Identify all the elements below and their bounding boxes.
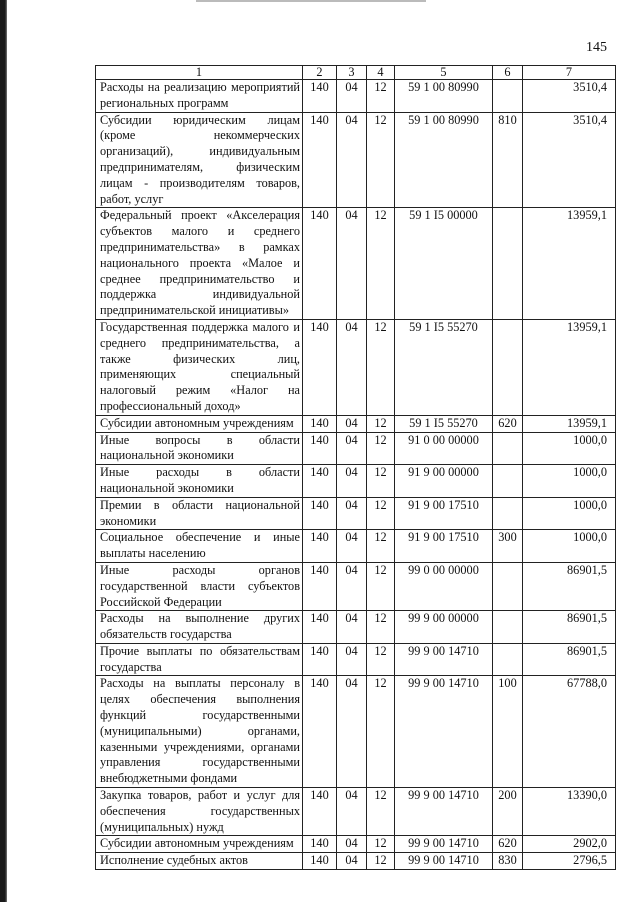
row-name-cell: Прочие выплаты по обязательствам государства <box>96 643 303 676</box>
row-admin-code-cell: 140 <box>303 465 337 498</box>
row-amount-cell: 13390,0 <box>523 788 616 836</box>
row-subsection-cell: 12 <box>367 432 395 465</box>
row-admin-code-cell: 140 <box>303 208 337 320</box>
row-amount-cell: 1000,0 <box>523 432 616 465</box>
row-name-cell: Расходы на выплаты персоналу в целях обеспечения выполнения функций государственными (муниципальными) органами, казенными учреждениями, органами управления государственными внебюджетными фондами <box>96 676 303 788</box>
row-section-cell: 04 <box>337 530 367 563</box>
row-target-article-cell: 91 9 00 17510 <box>395 530 493 563</box>
row-section-cell: 04 <box>337 676 367 788</box>
table-row <box>96 497 616 530</box>
row-section-cell: 04 <box>337 112 367 208</box>
row-section-cell: 04 <box>337 415 367 432</box>
row-subsection-cell: 12 <box>367 415 395 432</box>
row-target-article-cell: 91 9 00 17510 <box>395 497 493 530</box>
row-target-article-cell: 99 9 00 14710 <box>395 676 493 788</box>
table-row <box>96 676 616 788</box>
table-row <box>96 208 616 320</box>
table-row <box>96 836 616 853</box>
table-body <box>96 80 616 870</box>
row-expense-type-cell <box>493 319 523 415</box>
row-subsection-cell: 12 <box>367 611 395 644</box>
row-name-cell: Субсидии автономным учреждениям <box>96 836 303 853</box>
table-row <box>96 319 616 415</box>
row-section-cell: 04 <box>337 562 367 610</box>
row-section-cell: 04 <box>337 319 367 415</box>
row-name-cell: Исполнение судебных актов <box>96 853 303 870</box>
row-admin-code-cell: 140 <box>303 562 337 610</box>
row-subsection-cell: 12 <box>367 497 395 530</box>
row-expense-type-cell <box>493 562 523 610</box>
row-section-cell: 04 <box>337 208 367 320</box>
header-cell-2: 2 <box>303 66 337 80</box>
row-target-article-cell: 99 0 00 00000 <box>395 562 493 610</box>
row-expense-type-cell <box>493 432 523 465</box>
row-section-cell: 04 <box>337 432 367 465</box>
row-expense-type-cell: 810 <box>493 112 523 208</box>
row-admin-code-cell: 140 <box>303 112 337 208</box>
row-subsection-cell: 12 <box>367 530 395 563</box>
row-section-cell: 04 <box>337 497 367 530</box>
row-section-cell: 04 <box>337 853 367 870</box>
row-name-cell: Федеральный проект «Акселерация субъектов малого и среднего предпринимательства» в рамках национального проекта «Малое и среднее предпринимательство и поддержка индивидуальной предпринимательской инициативы» <box>96 208 303 320</box>
row-section-cell: 04 <box>337 611 367 644</box>
row-amount-cell: 1000,0 <box>523 497 616 530</box>
header-cell-7: 7 <box>523 66 616 80</box>
row-name-cell: Государственная поддержка малого и среднего предпринимательства, а также физических лиц, применяющих специальный налоговый режим «Налог на профессиональный доход» <box>96 319 303 415</box>
row-subsection-cell: 12 <box>367 643 395 676</box>
row-expense-type-cell: 620 <box>493 415 523 432</box>
table-row <box>96 432 616 465</box>
header-cell-1: 1 <box>96 66 303 80</box>
row-amount-cell: 67788,0 <box>523 676 616 788</box>
row-name-cell: Расходы на реализацию мероприятий региональных программ <box>96 80 303 113</box>
row-name-cell: Социальное обеспечение и иные выплаты населению <box>96 530 303 563</box>
row-section-cell: 04 <box>337 80 367 113</box>
row-amount-cell: 86901,5 <box>523 611 616 644</box>
row-admin-code-cell: 140 <box>303 788 337 836</box>
row-expense-type-cell <box>493 643 523 676</box>
row-amount-cell: 1000,0 <box>523 465 616 498</box>
table-row <box>96 530 616 563</box>
row-admin-code-cell: 140 <box>303 611 337 644</box>
row-amount-cell: 3510,4 <box>523 80 616 113</box>
table-row <box>96 788 616 836</box>
row-subsection-cell: 12 <box>367 112 395 208</box>
header-cell-3: 3 <box>337 66 367 80</box>
row-amount-cell: 1000,0 <box>523 530 616 563</box>
row-target-article-cell: 59 1 I5 55270 <box>395 319 493 415</box>
row-target-article-cell: 99 9 00 00000 <box>395 611 493 644</box>
row-admin-code-cell: 140 <box>303 836 337 853</box>
table-row <box>96 643 616 676</box>
page-number: 145 <box>586 40 607 55</box>
row-target-article-cell: 91 9 00 00000 <box>395 465 493 498</box>
row-amount-cell: 86901,5 <box>523 643 616 676</box>
row-amount-cell: 86901,5 <box>523 562 616 610</box>
row-admin-code-cell: 140 <box>303 432 337 465</box>
row-name-cell: Премии в области национальной экономики <box>96 497 303 530</box>
row-subsection-cell: 12 <box>367 676 395 788</box>
table-row <box>96 465 616 498</box>
scan-top-mark <box>196 0 426 2</box>
row-admin-code-cell: 140 <box>303 319 337 415</box>
row-section-cell: 04 <box>337 465 367 498</box>
table-row <box>96 112 616 208</box>
row-subsection-cell: 12 <box>367 788 395 836</box>
row-subsection-cell: 12 <box>367 80 395 113</box>
row-amount-cell: 2796,5 <box>523 853 616 870</box>
row-subsection-cell: 12 <box>367 562 395 610</box>
row-target-article-cell: 99 9 00 14710 <box>395 836 493 853</box>
row-target-article-cell: 59 1 I5 55270 <box>395 415 493 432</box>
row-expense-type-cell: 300 <box>493 530 523 563</box>
row-name-cell: Субсидии автономным учреждениям <box>96 415 303 432</box>
row-name-cell: Иные вопросы в области национальной экономики <box>96 432 303 465</box>
row-amount-cell: 13959,1 <box>523 319 616 415</box>
header-cell-4: 4 <box>367 66 395 80</box>
row-expense-type-cell: 100 <box>493 676 523 788</box>
row-admin-code-cell: 140 <box>303 415 337 432</box>
row-name-cell: Иные расходы в области национальной экономики <box>96 465 303 498</box>
table-row <box>96 80 616 113</box>
row-subsection-cell: 12 <box>367 208 395 320</box>
row-target-article-cell: 59 1 00 80990 <box>395 80 493 113</box>
row-admin-code-cell: 140 <box>303 853 337 870</box>
row-admin-code-cell: 140 <box>303 497 337 530</box>
table-row <box>96 611 616 644</box>
row-section-cell: 04 <box>337 643 367 676</box>
row-section-cell: 04 <box>337 788 367 836</box>
row-expense-type-cell: 830 <box>493 853 523 870</box>
table-row <box>96 853 616 870</box>
row-expense-type-cell <box>493 465 523 498</box>
table-header-row <box>96 66 616 80</box>
row-target-article-cell: 59 1 00 80990 <box>395 112 493 208</box>
table-row <box>96 562 616 610</box>
row-admin-code-cell: 140 <box>303 80 337 113</box>
row-subsection-cell: 12 <box>367 836 395 853</box>
row-admin-code-cell: 140 <box>303 676 337 788</box>
row-subsection-cell: 12 <box>367 465 395 498</box>
header-cell-5: 5 <box>395 66 493 80</box>
row-expense-type-cell: 200 <box>493 788 523 836</box>
row-target-article-cell: 99 9 00 14710 <box>395 853 493 870</box>
budget-table <box>95 65 616 870</box>
row-amount-cell: 13959,1 <box>523 415 616 432</box>
row-target-article-cell: 91 0 00 00000 <box>395 432 493 465</box>
row-name-cell: Закупка товаров, работ и услуг для обеспечения государственных (муниципальных) нужд <box>96 788 303 836</box>
row-name-cell: Иные расходы органов государственной власти субъектов Российской Федерации <box>96 562 303 610</box>
row-subsection-cell: 12 <box>367 853 395 870</box>
row-expense-type-cell: 620 <box>493 836 523 853</box>
row-target-article-cell: 99 9 00 14710 <box>395 788 493 836</box>
row-expense-type-cell <box>493 611 523 644</box>
row-name-cell: Субсидии юридическим лицам (кроме некоммерческих организаций), индивидуальным предпринимателям, физическим лицам - производителям товаров, работ, услуг <box>96 112 303 208</box>
row-section-cell: 04 <box>337 836 367 853</box>
row-amount-cell: 2902,0 <box>523 836 616 853</box>
row-amount-cell: 13959,1 <box>523 208 616 320</box>
row-expense-type-cell <box>493 80 523 113</box>
row-target-article-cell: 99 9 00 14710 <box>395 643 493 676</box>
table-row <box>96 415 616 432</box>
row-target-article-cell: 59 1 I5 00000 <box>395 208 493 320</box>
row-expense-type-cell <box>493 208 523 320</box>
row-subsection-cell: 12 <box>367 319 395 415</box>
row-name-cell: Расходы на выполнение других обязательств государства <box>96 611 303 644</box>
header-cell-6: 6 <box>493 66 523 80</box>
row-admin-code-cell: 140 <box>303 530 337 563</box>
row-admin-code-cell: 140 <box>303 643 337 676</box>
row-expense-type-cell <box>493 497 523 530</box>
scan-left-edge <box>0 0 7 902</box>
row-amount-cell: 3510,4 <box>523 112 616 208</box>
